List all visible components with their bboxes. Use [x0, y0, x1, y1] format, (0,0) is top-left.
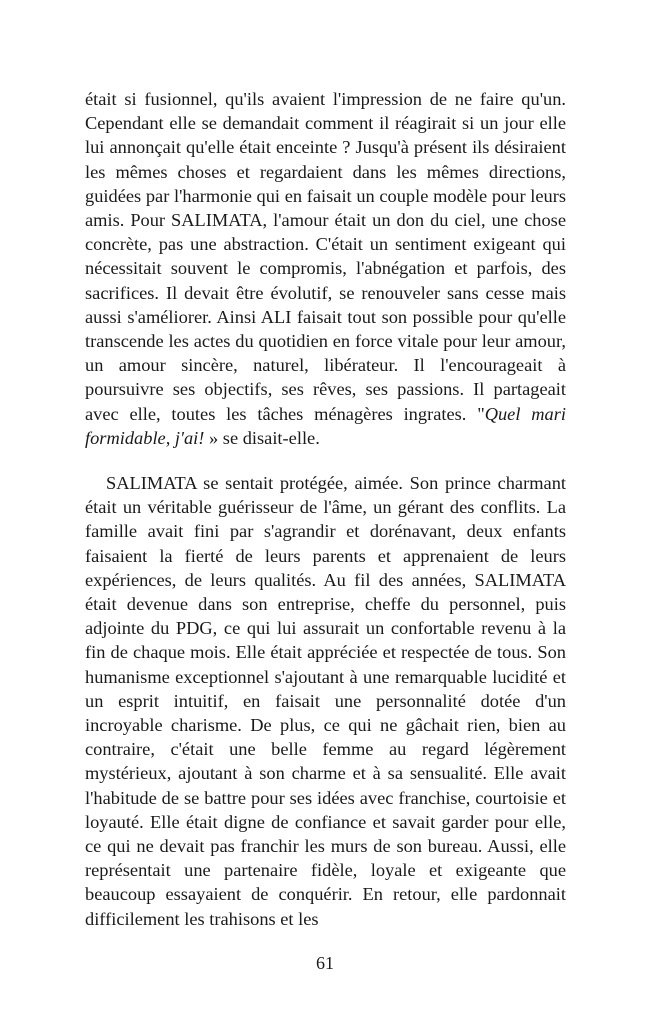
- paragraph-1: [85, 87, 566, 450]
- paragraph-2: [85, 471, 566, 931]
- page-number: 61: [316, 953, 334, 973]
- paragraph-2-text: SALIMATA se sentait protégée, aimée. Son prince charmant était un véritable guérisseur de l'âme, un gérant des conflits. La famille avait fini par s'agrandir et dorénavant, deux enfants faisaient la fierté de leurs parents et apprenaient de leurs expériences, de leurs qualités. Au fil des années, SALIMATA était devenue dans son entreprise, cheffe du personnel, puis adjointe du PDG, ce qui lui assurait un confortable revenu à la fin de chaque mois. Elle était appréciée et respectée de tous. Son humanisme exceptionnel s'ajoutant à une remarquable lucidité et un esprit intuitif, en faisait une personnalité dotée d'un incroyable charisme. De plus, ce qui ne gâchait rien, bien au contraire, c'était une belle femme au regard légèrement mystérieux, ajoutant à son charme et à sa sensualité. Elle avait l'habitude de se battre pour ses idées avec franchise, courtoisie et loyauté. Elle était digne de confiance et savait garder pour elle, ce qui ne devait pas franchir les murs de son bureau. Aussi, elle représentait une partenaire fidèle, loyale et exigeante que beaucoup essayaient de conquérir. En retour, elle pardonnait difficilement les trahisons et les: [85, 473, 566, 929]
- paragraph-1-text: [85, 87, 566, 450]
- paragraph-1-after-quote: » se disait-elle.: [204, 427, 320, 448]
- paragraph-1-before-quote: était si fusionnel, qu'ils avaient l'impression de ne faire qu'un. Cependant elle se demandait comment il réagirait si un jour elle lui annonçait qu'elle était enceinte ? Jusqu'à présent ils désiraient les mêmes choses et regardaient dans les mêmes directions, guidées par l'harmonie qui en faisait un couple modèle pour leurs amis. Pour SALIMATA, l'amour était un don du ciel, une chose concrète, pas une abstraction. C'était un sentiment exigeant qui nécessitait souvent le compromis, l'abnégation et parfois, des sacrifices. Il devait être évolutif, se renouveler sans cesse mais aussi s'améliorer. Ainsi ALI faisait tout son possible pour qu'elle transcende les actes du quotidien en force vitale pour leur amour, un amour sincère, naturel, libérateur. Il l'encourageait à poursuivre ses objectifs, ses rêves, ses passions. Il partageait avec elle, toutes les tâches ménagères ingrates. ": [85, 89, 566, 424]
- paragraph-1-quote: Quel mari formidable, j'ai!: [85, 403, 566, 448]
